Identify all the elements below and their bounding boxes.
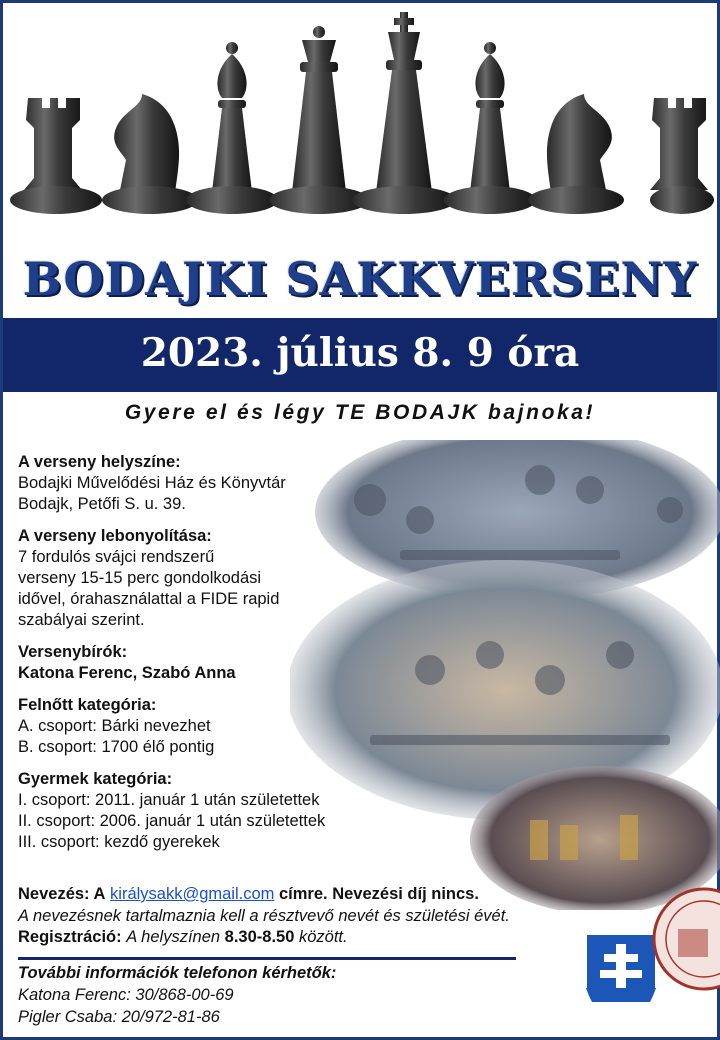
adult-heading: Felnőtt kategória:: [18, 696, 157, 714]
knight-icon: [528, 94, 624, 214]
email-link[interactable]: királysakk@gmail.com: [110, 885, 275, 903]
rook-icon: [10, 98, 102, 214]
registration-pre: A helyszínen: [126, 928, 221, 946]
format-heading: A verseny lebonyolítása:: [18, 527, 212, 545]
youth-heading: Gyermek kategória:: [18, 770, 173, 788]
format-line: szabályai szerint.: [18, 611, 145, 629]
event-date: 2023. július 8. 9 óra: [140, 330, 580, 376]
referees-block: [18, 642, 398, 684]
format-line: idővel, órahasználattal a FIDE rapid: [18, 590, 280, 608]
bishop-icon: [186, 42, 278, 214]
youth-line: I. csoport: 2011. január 1 után születettek: [18, 791, 320, 809]
contact-line: Katona Ferenc: 30/868-00-69: [18, 986, 234, 1004]
entry-suffix: címre. Nevezési díj nincs.: [279, 885, 479, 903]
location-line: Bodajk, Petőfi S. u. 39.: [18, 495, 186, 513]
youth-line: II. csoport: 2006. január 1 után születettek: [18, 812, 326, 830]
location-line: Bodajki Művelődési Ház és Könyvtár: [18, 474, 286, 492]
entry-note: A nevezésnek tartalmaznia kell a résztvevő nevét és születési évét.: [18, 906, 510, 925]
entry-label: Nevezés: A: [18, 885, 106, 903]
divider: [18, 957, 516, 960]
format-line: verseny 15-15 perc gondolkodási: [18, 569, 262, 587]
registration-time: 8.30-8.50: [224, 928, 295, 946]
registration-post: között.: [299, 928, 348, 946]
adult-line: B. csoport: 1700 élő pontig: [18, 738, 215, 756]
registration-label: Regisztráció:: [18, 928, 122, 946]
chess-pieces-banner: [0, 0, 720, 250]
slogan: Gyere el és légy TE BODAJK bajnoka!: [124, 401, 596, 424]
poster-title: BODAJKI SAKKVERSENY: [22, 252, 698, 306]
adult-line: A. csoport: Bárki nevezhet: [18, 717, 211, 735]
bishop-icon: [444, 42, 536, 214]
referees-names: Katona Ferenc, Szabó Anna: [18, 664, 236, 682]
knight-icon: [102, 94, 198, 214]
format-line: 7 fordulós svájci rendszerű: [18, 548, 215, 566]
town-seal-icon: [648, 884, 720, 994]
location-heading: A verseny helyszíne:: [18, 453, 181, 471]
referees-heading: Versenybírók:: [18, 643, 128, 661]
adult-category-block: [18, 695, 398, 758]
contacts-block: [18, 962, 518, 1028]
format-block: [18, 526, 398, 631]
youth-category-block: [18, 769, 398, 853]
youth-line: III. csoport: kezdő gyerekek: [18, 833, 220, 851]
queen-icon: [269, 26, 369, 214]
event-details: [18, 452, 398, 864]
location-block: [18, 452, 398, 515]
king-icon: [352, 12, 456, 214]
rook-icon: [650, 98, 714, 214]
contact-line: Pigler Csaba: 20/972-81-86: [18, 1008, 220, 1026]
contacts-heading: További információk telefonon kérhetők:: [18, 964, 337, 982]
